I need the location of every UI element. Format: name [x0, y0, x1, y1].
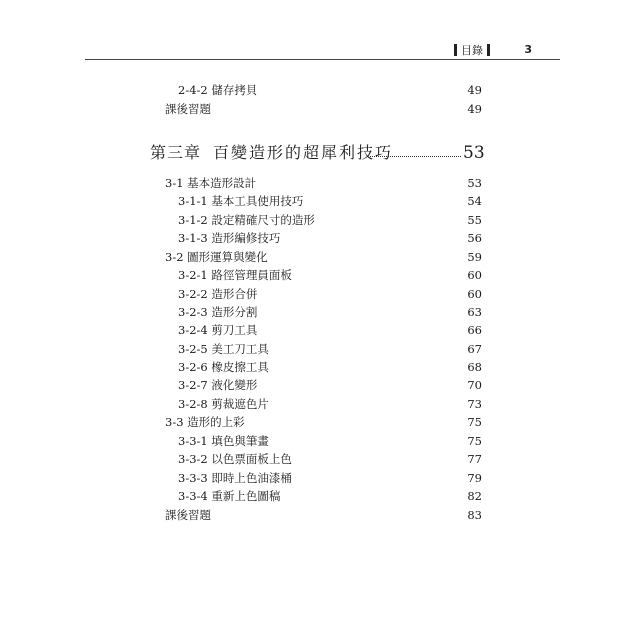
running-header — [85, 42, 560, 60]
toc-entry-label: 3-2-4 剪刀工具 — [178, 323, 258, 337]
toc-entry-label: 3-2-3 造形分割 — [178, 305, 258, 319]
toc-entry[interactable] — [0, 341, 640, 357]
toc-entry-label: 3-2-1 路徑管理員面板 — [178, 268, 292, 282]
toc-entry[interactable] — [0, 249, 640, 265]
toc-entry-page: 55 — [467, 213, 482, 227]
header-bar-right-icon — [487, 44, 490, 56]
toc-entry-label: 2-4-2 儲存拷貝 — [178, 83, 258, 97]
toc-entry-page: 60 — [467, 268, 482, 282]
toc-entry-page: 60 — [467, 287, 482, 301]
toc-entry-page: 66 — [467, 323, 482, 337]
toc-entry-page: 59 — [467, 250, 482, 264]
toc-entry-page: 70 — [467, 378, 482, 392]
toc-entry-page: 79 — [467, 471, 482, 485]
toc-entry[interactable] — [0, 359, 640, 375]
toc-entry[interactable] — [0, 175, 640, 191]
toc-entry-label: 3-3-4 重新上色圖稿 — [178, 489, 281, 503]
toc-entry-label: 3-2-6 橡皮擦工具 — [178, 360, 269, 374]
toc-entry-page: 53 — [467, 176, 482, 190]
toc-entry-page: 68 — [467, 360, 482, 374]
toc-entry-label: 課後習題 — [165, 508, 211, 522]
chapter-title: 百變造形的超犀利技巧 — [213, 143, 394, 162]
toc-entry[interactable] — [0, 304, 640, 320]
toc-entry-label: 3-1 基本造形設計 — [165, 176, 257, 190]
toc-entry-page: 75 — [467, 434, 482, 448]
toc-entry-page: 83 — [467, 508, 482, 522]
toc-entry-page: 75 — [467, 415, 482, 429]
toc-entry-page: 49 — [467, 83, 482, 97]
toc-entry-page: 67 — [467, 342, 482, 356]
toc-entry[interactable] — [0, 414, 640, 430]
toc-entry-page: 49 — [467, 102, 482, 116]
toc-entry[interactable] — [0, 101, 640, 117]
toc-entry-label: 3-2-5 美工刀工具 — [178, 342, 269, 356]
toc-entry-label: 3-2 圖形運算與變化 — [165, 250, 268, 264]
toc-entry[interactable] — [0, 82, 640, 98]
toc-entry-label: 3-2-7 液化變形 — [178, 378, 258, 392]
toc-entry[interactable] — [0, 507, 640, 523]
chapter-number: 第三章 — [150, 143, 202, 162]
toc-entry[interactable] — [0, 193, 640, 209]
toc-entry-page: 73 — [467, 397, 482, 411]
toc-entry[interactable] — [0, 377, 640, 393]
toc-entry-label: 3-3 造形的上彩 — [165, 415, 245, 429]
chapter-heading[interactable] — [0, 142, 640, 164]
header-bar-left-icon — [454, 44, 457, 56]
header-title-group — [454, 43, 490, 57]
chapter-page: 53 — [463, 143, 485, 163]
toc-entry-label: 課後習題 — [165, 102, 211, 116]
header-title: 目錄 — [461, 44, 483, 57]
header-rule — [85, 59, 560, 60]
toc-entry[interactable] — [0, 286, 640, 302]
toc-entry[interactable] — [0, 396, 640, 412]
toc-entry-label: 3-1-3 造形編修技巧 — [178, 231, 281, 245]
toc-entry[interactable] — [0, 267, 640, 283]
toc-entry-label: 3-2-2 造形合併 — [178, 287, 258, 301]
toc-entry-label: 3-3-3 即時上色油漆桶 — [178, 471, 292, 485]
toc-entry[interactable] — [0, 470, 640, 486]
toc-entry[interactable] — [0, 322, 640, 338]
toc-entry-label: 3-1-1 基本工具使用技巧 — [178, 194, 304, 208]
toc-entry-label: 3-1-2 設定精確尺寸的造形 — [178, 213, 315, 227]
toc-entry-page: 63 — [467, 305, 482, 319]
toc-entry[interactable] — [0, 230, 640, 246]
toc-entry-page: 77 — [467, 452, 482, 466]
toc-entry-label: 3-2-8 剪裁遮色片 — [178, 397, 269, 411]
toc-entry-page: 82 — [467, 489, 482, 503]
toc-entry[interactable] — [0, 488, 640, 504]
chapter-dot-leader — [370, 156, 461, 157]
toc-entry-page: 54 — [467, 194, 482, 208]
header-page-number: 3 — [524, 43, 532, 56]
toc-entry[interactable] — [0, 212, 640, 228]
toc-entry-label: 3-3-1 填色與筆畫 — [178, 434, 269, 448]
toc-entry-page: 56 — [467, 231, 482, 245]
toc-entry[interactable] — [0, 451, 640, 467]
toc-entry-label: 3-3-2 以色票面板上色 — [178, 452, 292, 466]
toc-entry[interactable] — [0, 433, 640, 449]
